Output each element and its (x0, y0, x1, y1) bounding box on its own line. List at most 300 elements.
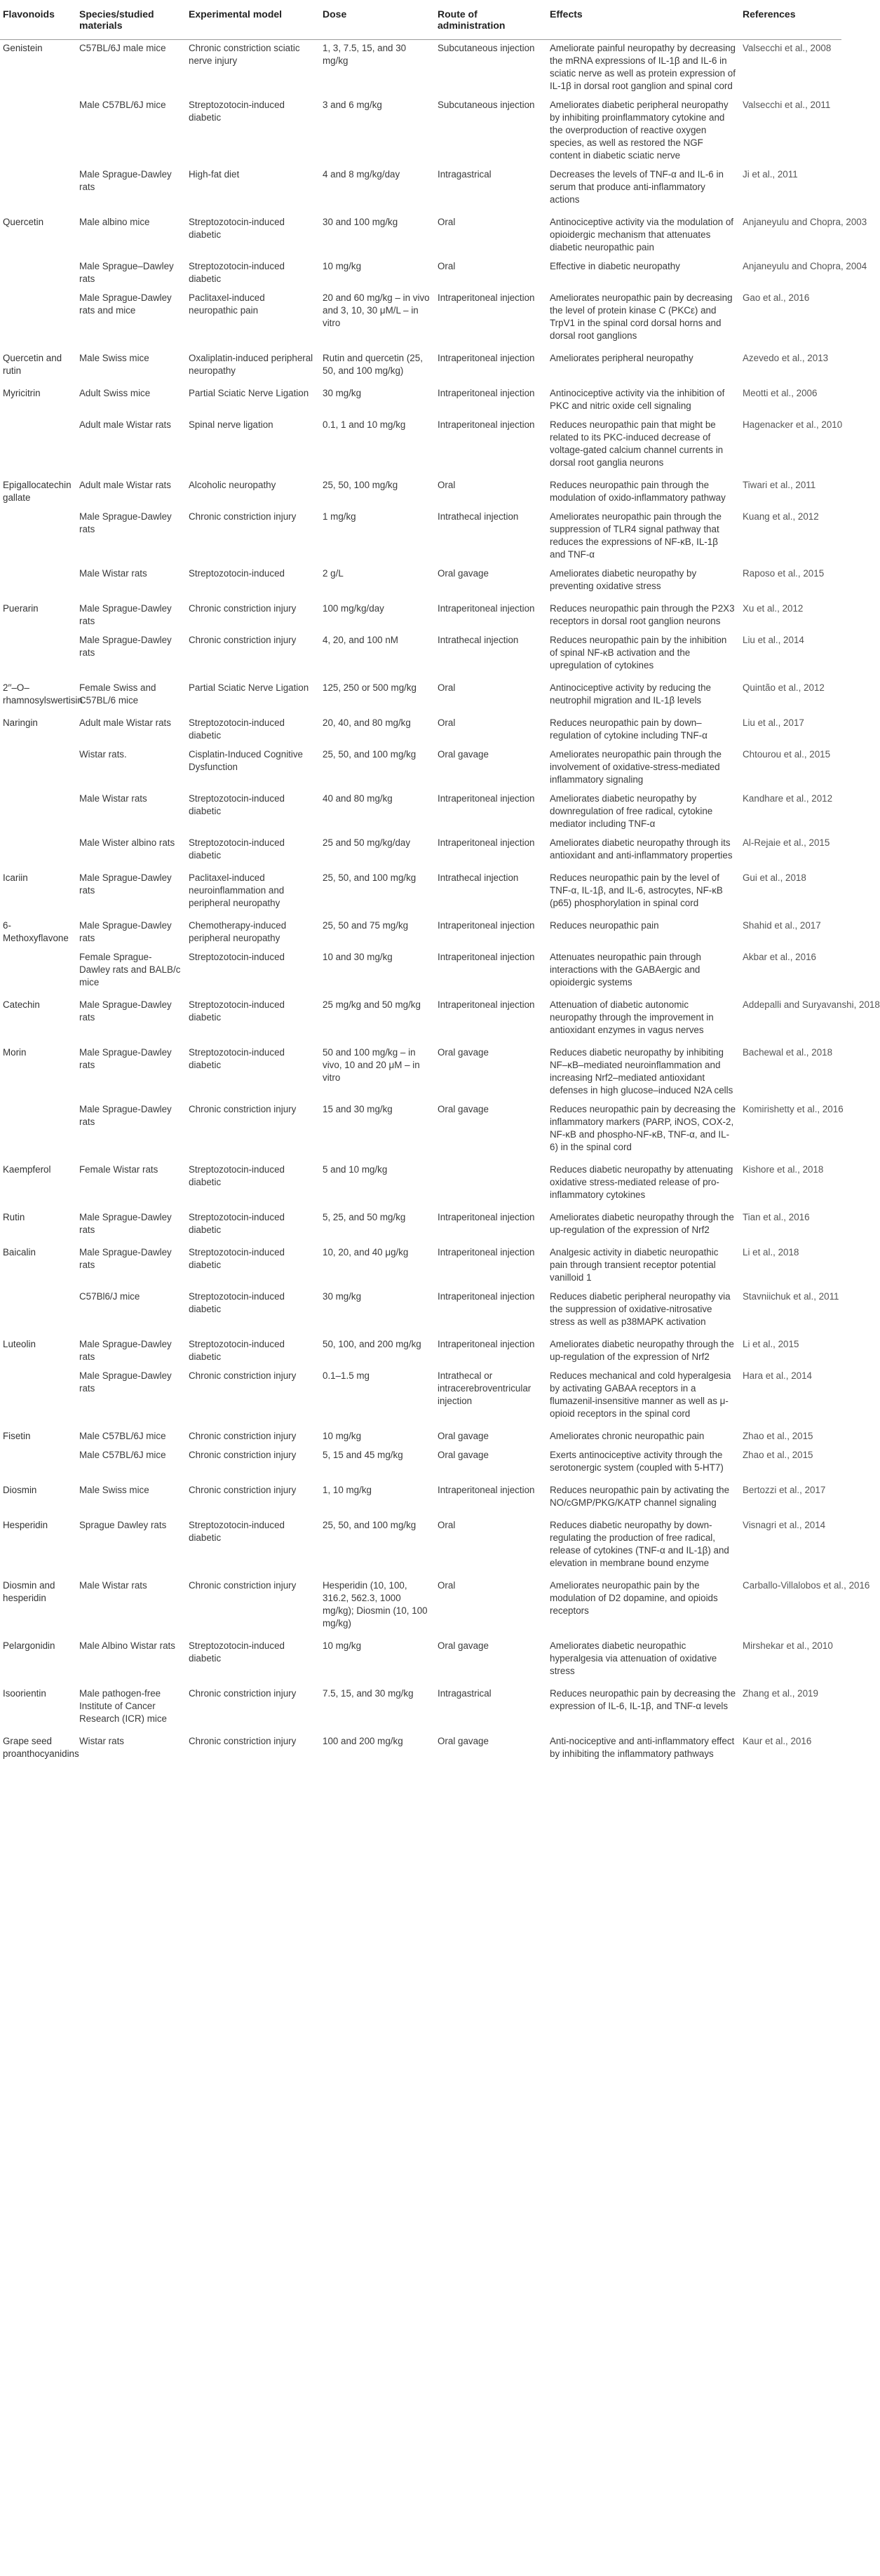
effects-cell: Reduces diabetic peripheral neuropathy via the suppression of oxidative-nitrosative stress as well as p38MAPK activation (550, 1291, 731, 1327)
effects-cell: Attenuates neuropathic pain through interactions with the GABAergic and opioidergic systems (550, 952, 701, 987)
species-cell: Adult male Wistar rats (79, 717, 171, 728)
reference-cell: Valsecchi et al., 2011 (743, 100, 831, 110)
table-body (0, 40, 880, 1765)
effects-cell: Reduces neuropathic pain by decreasing the inflammatory markers (PARP, iNOS, COX-2, NF-κB and phospho-NF-κB, TNF-α, and IL-6) in the spinal cord (550, 1104, 736, 1152)
route-cell: Intraperitoneal injection (438, 603, 535, 614)
species-cell: Adult male Wistar rats (79, 419, 171, 430)
flavonoid-cell: Luteolin (3, 1339, 36, 1349)
table-row (0, 1041, 841, 1101)
reference-cell: Zhao et al., 2015 (743, 1450, 813, 1460)
model-cell: Streptozotocin-induced diabetic (189, 1339, 285, 1362)
dose-cell: 10 mg/kg (323, 261, 362, 271)
effects-cell: Reduces neuropathic pain by the level of TNF-α, IL-1β, and IL-6, astrocytes, NF-κB (p65) phosphorylation in spinal cord (550, 872, 723, 908)
effects-cell: Reduces neuropathic pain by the inhibition of spinal NF-κB activation and the upregulation of cytokines (550, 635, 727, 670)
route-cell: Intragastrical (438, 169, 492, 180)
effects-cell: Antinociceptive activity by reducing the neutrophil migration and IL-1β levels (550, 682, 711, 706)
route-cell: Oral (438, 261, 456, 271)
effects-cell: Reduces neuropathic pain by decreasing the expression of IL-6, IL-1β, and TNF-α levels (550, 1688, 736, 1711)
effects-cell: Antinociceptive activity via the inhibition of PKC and nitric oxide cell signaling (550, 388, 725, 411)
species-cell: Male pathogen-free Institute of Cancer Research (ICR) mice (79, 1688, 168, 1724)
table-row (0, 1574, 841, 1634)
species-cell: Male Sprague-Dawley rats (79, 872, 172, 896)
model-cell: Partial Sciatic Nerve Ligation (189, 388, 309, 398)
model-cell: Streptozotocin-induced diabetic (189, 837, 285, 861)
flavonoid-cell: 6-Methoxyflavone (3, 920, 69, 943)
table-row (0, 1333, 841, 1368)
table-row (0, 1368, 841, 1424)
table-row (0, 1682, 841, 1729)
flavonoid-cell (0, 565, 76, 597)
route-cell: Oral (438, 217, 456, 227)
table-row (0, 1206, 841, 1241)
dose-cell: 10 and 30 mg/kg (323, 952, 393, 962)
model-cell: Chronic constriction injury (189, 603, 297, 614)
effects-cell: Decreases the levels of TNF-α and IL-6 in serum that produce anti-inflammatory actions (550, 169, 724, 205)
table-row (0, 790, 841, 835)
model-cell: Streptozotocin-induced diabetic (189, 1164, 285, 1187)
model-cell: Chronic constriction injury (189, 1450, 297, 1460)
route-cell: Oral (438, 480, 456, 490)
reference-cell: Liu et al., 2017 (743, 717, 804, 728)
reference-cell: Anjaneyulu and Chopra, 2003 (743, 217, 867, 227)
table-row (0, 1447, 841, 1478)
table-row (0, 382, 841, 417)
dose-cell: Rutin and quercetin (25, 50, and 100 mg/kg) (323, 353, 423, 376)
table-row (0, 346, 841, 382)
dose-cell: 0.1, 1 and 10 mg/kg (323, 419, 406, 430)
flavonoid-cell (0, 417, 76, 473)
effects-cell: Ameliorates chronic neuropathic pain (550, 1431, 705, 1441)
reference-cell: Kaur et al., 2016 (743, 1736, 812, 1746)
dose-cell: 4, 20, and 100 nM (323, 635, 398, 645)
species-cell: Male Sprague-Dawley rats (79, 1212, 172, 1235)
dose-cell: 1, 3, 7.5, 15, and 30 mg/kg (323, 43, 407, 66)
route-cell: Oral gavage (438, 1736, 489, 1746)
route-cell: Intraperitoneal injection (438, 920, 535, 931)
flavonoid-cell (0, 746, 76, 790)
flavonoid-cell (0, 835, 76, 866)
species-cell: Female Sprague-Dawley rats and BALB/c mice (79, 952, 181, 987)
dose-cell: 25, 50, and 100 mg/kg (323, 749, 417, 760)
flavonoid-cell: Epigallocatechin gallate (3, 480, 72, 503)
model-cell: Chronic constriction injury (189, 1431, 297, 1441)
effects-cell: Reduces diabetic neuropathy by inhibiting NF–κB–mediated neuroinflammation and increasing Nrf2–mediated antioxidant defenses in high glucose–induced N2A cells (550, 1047, 733, 1095)
flavonoid-cell: Kaempferol (3, 1164, 51, 1175)
dose-cell: 25, 50, 100 mg/kg (323, 480, 398, 490)
effects-cell: Ameliorate painful neuropathy by decreasing the mRNA expressions of IL-1β and IL-6 in sciatic nerve as well as protein expression of IL-1β in dorsal root ganglion and spinal cord (550, 43, 736, 91)
flavonoid-cell (0, 97, 76, 166)
dose-cell: 25, 50 and 75 mg/kg (323, 920, 409, 931)
header-effects: Effects (547, 0, 740, 40)
table-row (0, 1513, 841, 1574)
species-cell: Wistar rats (79, 1736, 124, 1746)
route-cell: Intraperitoneal injection (438, 419, 535, 430)
reference-cell: Bertozzi et al., 2017 (743, 1485, 826, 1495)
table-row (0, 1101, 841, 1158)
species-cell: Male Sprague–Dawley rats (79, 261, 174, 284)
effects-cell: Anti-nociceptive and anti-inflammatory effect by inhibiting the inflammatory pathways (550, 1736, 735, 1759)
table-row (0, 914, 841, 949)
effects-cell: Ameliorates diabetic neuropathy by downregulation of free radical, cytokine mediator including TNF-α (550, 793, 713, 829)
reference-cell: Stavniichuk et al., 2011 (743, 1291, 839, 1302)
reference-cell: Xu et al., 2012 (743, 603, 804, 614)
reference-cell: Tiwari et al., 2011 (743, 480, 816, 490)
model-cell: Chronic constriction sciatic nerve injury (189, 43, 300, 66)
model-cell: Streptozotocin-induced diabetic (189, 1047, 285, 1070)
route-cell: Intraperitoneal injection (438, 793, 535, 804)
table-row (0, 166, 841, 210)
model-cell: Streptozotocin-induced diabetic (189, 1291, 285, 1314)
flavonoid-cell: Rutin (3, 1212, 25, 1222)
route-cell: Intraperitoneal injection (438, 353, 535, 363)
model-cell: Streptozotocin-induced diabetic (189, 1212, 285, 1235)
species-cell: Male Sprague-Dawley rats (79, 1370, 172, 1394)
model-cell: Streptozotocin-induced diabetic (189, 717, 285, 741)
reference-cell: Raposo et al., 2015 (743, 568, 825, 579)
table-row (0, 97, 841, 166)
effects-cell: Ameliorates diabetic neuropathy through its antioxidant and anti-inflammatory properties (550, 837, 733, 861)
species-cell: Male Wistar rats (79, 793, 147, 804)
effects-cell: Exerts antinociceptive activity through the serotonergic system (coupled with 5-HT7) (550, 1450, 724, 1473)
species-cell: Male Sprague-Dawley rats (79, 1047, 172, 1070)
dose-cell: 10 mg/kg (323, 1431, 362, 1441)
effects-cell: Reduces neuropathic pain that might be related to its PKC-induced decrease of voltage-gated calcium channel currents in dorsal root ganglia neurons (550, 419, 724, 468)
dose-cell: 1, 10 mg/kg (323, 1485, 372, 1495)
effects-cell: Ameliorates diabetic neuropathic hyperalgesia via attenuation of oxidative stress (550, 1640, 717, 1676)
effects-cell: Reduces neuropathic pain through the P2X3 receptors in dorsal root ganglion neurons (550, 603, 735, 626)
flavonoid-cell (0, 1288, 76, 1333)
species-cell: Male Swiss mice (79, 1485, 149, 1495)
dose-cell: 50 and 100 mg/kg – in vivo, 10 and 20 μM – in vitro (323, 1047, 420, 1083)
dose-cell: 5, 15 and 45 mg/kg (323, 1450, 403, 1460)
table-row (0, 1729, 841, 1765)
table-row (0, 40, 841, 97)
route-cell: Intraperitoneal injection (438, 388, 535, 398)
flavonoid-cell: Morin (3, 1047, 27, 1058)
reference-cell: Visnagri et al., 2014 (743, 1520, 826, 1530)
reference-cell: Hara et al., 2014 (743, 1370, 813, 1381)
model-cell: Streptozotocin-induced diabetic (189, 793, 285, 816)
model-cell: Streptozotocin-induced diabetic (189, 1520, 285, 1543)
model-cell: Streptozotocin-induced diabetic (189, 1640, 285, 1664)
dose-cell: 5 and 10 mg/kg (323, 1164, 388, 1175)
route-cell: Oral (438, 1580, 456, 1591)
reference-cell: Kandhare et al., 2012 (743, 793, 833, 804)
table-row (0, 866, 841, 914)
route-cell: Intrathecal injection (438, 872, 519, 883)
effects-cell: Ameliorates neuropathic pain by the modulation of D2 dopamine, and opioids receptors (550, 1580, 718, 1616)
effects-cell: Ameliorates peripheral neuropathy (550, 353, 693, 363)
reference-cell: Addepalli and Suryavanshi, 2018 (743, 999, 880, 1010)
species-cell: Male Sprague-Dawley rats (79, 920, 172, 943)
species-cell: Female Swiss and C57BL/6 mice (79, 682, 156, 706)
table-row (0, 473, 841, 508)
species-cell: Male Sprague-Dawley rats (79, 999, 172, 1023)
model-cell: Oxaliplatin-induced peripheral neuropathy (189, 353, 313, 376)
reference-cell: Carballo-Villalobos et al., 2016 (743, 1580, 870, 1591)
effects-cell: Ameliorates diabetic peripheral neuropathy by inhibiting proinflammatory cytokine and the overproduction of reactive oxygen species, as well as restored the NGF content in diabetic sciatic nerve (550, 100, 729, 161)
species-cell: C57BL/6J male mice (79, 43, 166, 53)
model-cell: Partial Sciatic Nerve Ligation (189, 682, 309, 693)
flavonoid-cell (0, 790, 76, 835)
header-experimental-model: Experimental model (186, 0, 320, 40)
route-cell: Intraperitoneal injection (438, 1291, 535, 1302)
effects-cell: Attenuation of diabetic autonomic neuropathy through the improvement in antioxidant enzymes in vagus nerves (550, 999, 714, 1035)
model-cell: Streptozotocin-induced diabetic (189, 217, 285, 240)
effects-cell: Reduces neuropathic pain through the modulation of oxido-inflammatory pathway (550, 480, 726, 503)
route-cell: Oral (438, 717, 456, 728)
flavonoid-cell (0, 258, 76, 290)
model-cell: Streptozotocin-induced diabetic (189, 1247, 285, 1270)
model-cell: Chronic constriction injury (189, 1688, 297, 1699)
reference-cell: Komirishetty et al., 2016 (743, 1104, 844, 1114)
route-cell: Oral (438, 1520, 456, 1530)
dose-cell: 25, 50, and 100 mg/kg (323, 872, 417, 883)
species-cell: Male Albino Wistar rats (79, 1640, 175, 1651)
table-row (0, 597, 841, 632)
effects-cell: Antinociceptive activity via the modulation of opioidergic mechanism that attenuates diabetic neuropathic pain (550, 217, 734, 252)
model-cell: Streptozotocin-induced diabetic (189, 261, 285, 284)
flavonoid-cell: Catechin (3, 999, 40, 1010)
dose-cell: 0.1–1.5 mg (323, 1370, 370, 1381)
dose-cell: 10, 20, and 40 μg/kg (323, 1247, 409, 1257)
reference-cell: Quintão et al., 2012 (743, 682, 825, 693)
reference-cell: Meotti et al., 2006 (743, 388, 818, 398)
species-cell: Male Wistar rats (79, 568, 147, 579)
reference-cell: Kishore et al., 2018 (743, 1164, 824, 1175)
species-cell: Male Sprague-Dawley rats and mice (79, 292, 172, 316)
route-cell: Intraperitoneal injection (438, 292, 535, 303)
route-cell: Oral gavage (438, 1450, 489, 1460)
reference-cell: Akbar et al., 2016 (743, 952, 816, 962)
effects-cell: Reduces mechanical and cold hyperalgesia by activating GABAA receptors in a flumazenil-insensitive manner as well as μ-opioid receptors in the spinal cord (550, 1370, 731, 1419)
dose-cell: 100 mg/kg/day (323, 603, 384, 614)
table-row (0, 508, 841, 565)
model-cell: High-fat diet (189, 169, 240, 180)
header-route: Route of administration (435, 0, 547, 40)
flavonoid-cell: Isoorientin (3, 1688, 46, 1699)
effects-cell: Ameliorates neuropathic pain through the suppression of TLR4 signal pathway that reduces the expressions of NF-κB, IL-1β and TNF-α (550, 511, 722, 560)
species-cell: Male C57BL/6J mice (79, 100, 166, 110)
flavonoid-cell: Diosmin (3, 1485, 37, 1495)
dose-cell: 25 and 50 mg/kg/day (323, 837, 411, 848)
header-references: References (740, 0, 841, 40)
reference-cell: Bachewal et al., 2018 (743, 1047, 833, 1058)
flavonoid-cell: 2′′–O–rhamnosylswertisin (3, 682, 83, 706)
model-cell: Chronic constriction injury (189, 1370, 297, 1381)
header-flavonoids: Flavonoids (0, 0, 76, 40)
model-cell: Streptozotocin-induced (189, 568, 285, 579)
effects-cell: Analgesic activity in diabetic neuropathic pain through transient receptor potential vanilloid 1 (550, 1247, 719, 1283)
reference-cell: Azevedo et al., 2013 (743, 353, 829, 363)
route-cell: Oral gavage (438, 1640, 489, 1651)
table-row (0, 565, 841, 597)
species-cell: Male C57BL/6J mice (79, 1431, 166, 1441)
dose-cell: 25 mg/kg and 50 mg/kg (323, 999, 421, 1010)
flavonoid-cell: Baicalin (3, 1247, 36, 1257)
reference-cell: Gao et al., 2016 (743, 292, 810, 303)
table-row (0, 290, 841, 346)
route-cell: Intrathecal injection (438, 635, 519, 645)
reference-cell: Li et al., 2015 (743, 1339, 799, 1349)
flavonoid-cell: Fisetin (3, 1431, 31, 1441)
effects-cell: Reduces diabetic neuropathy by attenuating oxidative stress-mediated release of pro-inflammatory cytokines (550, 1164, 733, 1200)
flavonoid-cell: Naringin (3, 717, 38, 728)
flavonoid-cell: Diosmin and hesperidin (3, 1580, 55, 1603)
flavonoid-cell: Puerarin (3, 603, 39, 614)
model-cell: Alcoholic neuropathy (189, 480, 276, 490)
dose-cell: 20, 40, and 80 mg/kg (323, 717, 411, 728)
effects-cell: Ameliorates neuropathic pain by decreasing the level of protein kinase C (PKCε) and TrpV1 in the spinal cord dorsal horns and dorsal root ganglions (550, 292, 733, 341)
dose-cell: 40 and 80 mg/kg (323, 793, 393, 804)
flavonoid-cell (0, 632, 76, 676)
flavonoid-cell: Quercetin and rutin (3, 353, 62, 376)
flavonoid-cell (0, 949, 76, 993)
table-row (0, 1288, 841, 1333)
species-cell: Male Sprague-Dawley rats (79, 635, 172, 658)
route-cell: Intragastrical (438, 1688, 492, 1699)
model-cell: Chronic constriction injury (189, 1485, 297, 1495)
species-cell: Male Sprague-Dawley rats (79, 1247, 172, 1270)
route-cell: Oral gavage (438, 1047, 489, 1058)
flavonoid-cell (0, 290, 76, 346)
header-dose: Dose (320, 0, 435, 40)
table-row (0, 746, 841, 790)
route-cell: Oral gavage (438, 1431, 489, 1441)
flavonoid-cell (0, 1368, 76, 1424)
dose-cell: 3 and 6 mg/kg (323, 100, 382, 110)
model-cell: Chronic constriction injury (189, 511, 297, 522)
route-cell: Intraperitoneal injection (438, 837, 535, 848)
species-cell: Male Swiss mice (79, 353, 149, 363)
flavonoid-cell: Pelargonidin (3, 1640, 55, 1651)
route-cell: Intrathecal injection (438, 511, 519, 522)
model-cell: Chemotherapy-induced peripheral neuropathy (189, 920, 287, 943)
flavonoid-cell (0, 166, 76, 210)
species-cell: Adult Swiss mice (79, 388, 151, 398)
species-cell: Male Wister albino rats (79, 837, 175, 848)
model-cell: Paclitaxel-induced neuroinflammation and peripheral neuropathy (189, 872, 285, 908)
dose-cell: Hesperidin (10, 100, 316.2, 562.3, 1000 mg/kg); Diosmin (10, 100 mg/kg) (323, 1580, 428, 1628)
table-row (0, 210, 841, 258)
table-row (0, 835, 841, 866)
model-cell: Chronic constriction injury (189, 1104, 297, 1114)
route-cell: Intraperitoneal injection (438, 952, 535, 962)
effects-cell: Ameliorates diabetic neuropathy through the up-regulation of the expression of Nrf2 (550, 1339, 734, 1362)
route-cell: Oral gavage (438, 1104, 489, 1114)
species-cell: Adult male Wistar rats (79, 480, 171, 490)
species-cell: Male Sprague-Dawley rats (79, 603, 172, 626)
effects-cell: Effective in diabetic neuropathy (550, 261, 680, 271)
dose-cell: 100 and 200 mg/kg (323, 1736, 403, 1746)
reference-cell: Tian et al., 2016 (743, 1212, 810, 1222)
dose-cell: 50, 100, and 200 mg/kg (323, 1339, 421, 1349)
dose-cell: 1 mg/kg (323, 511, 356, 522)
flavonoid-cell: Quercetin (3, 217, 44, 227)
route-cell: Intraperitoneal injection (438, 1212, 535, 1222)
effects-cell: Reduces neuropathic pain by activating the NO/cGMP/PKG/KATP channel signaling (550, 1485, 730, 1508)
table-row (0, 632, 841, 676)
reference-cell: Hagenacker et al., 2010 (743, 419, 843, 430)
reference-cell: Al-Rejaie et al., 2015 (743, 837, 830, 848)
species-cell: Male Sprague-Dawley rats (79, 1104, 172, 1127)
effects-cell: Ameliorates diabetic neuropathy through the up-regulation of the expression of Nrf2 (550, 1212, 734, 1235)
flavonoid-cell: Hesperidin (3, 1520, 48, 1530)
dose-cell: 30 mg/kg (323, 1291, 362, 1302)
table-row (0, 1478, 841, 1513)
model-cell: Cisplatin-Induced Cognitive Dysfunction (189, 749, 304, 772)
reference-cell: Zhao et al., 2015 (743, 1431, 813, 1441)
route-cell: Subcutaneous injection (438, 43, 535, 53)
species-cell: Male Sprague-Dawley rats (79, 1339, 172, 1362)
flavonoid-cell: Icariin (3, 872, 28, 883)
route-cell: Intraperitoneal injection (438, 1339, 535, 1349)
table-row (0, 1241, 841, 1288)
route-cell: Intraperitoneal injection (438, 1485, 535, 1495)
flavonoid-cell (0, 508, 76, 565)
model-cell: Paclitaxel-induced neuropathic pain (189, 292, 265, 316)
header-row (0, 0, 841, 40)
dose-cell: 125, 250 or 500 mg/kg (323, 682, 417, 693)
species-cell: Male Sprague-Dawley rats (79, 169, 172, 192)
dose-cell: 15 and 30 mg/kg (323, 1104, 393, 1114)
effects-cell: Ameliorates neuropathic pain through the involvement of oxidative-stress-mediated inflammatory signaling (550, 749, 722, 785)
dose-cell: 30 and 100 mg/kg (323, 217, 398, 227)
effects-cell: Ameliorates diabetic neuropathy by preventing oxidative stress (550, 568, 697, 591)
effects-cell: Reduces neuropathic pain (550, 920, 659, 931)
effects-cell: Reduces diabetic neuropathy by down-regulating the production of free radical, release of cytokines (TNF-α and IL-1β) and elevation in membrane bound enzyme (550, 1520, 729, 1568)
species-cell: Wistar rats. (79, 749, 127, 760)
table-row (0, 676, 841, 711)
dose-cell: 2 g/L (323, 568, 344, 579)
table-row (0, 949, 841, 993)
dose-cell: 5, 25, and 50 mg/kg (323, 1212, 406, 1222)
reference-cell: Zhang et al., 2019 (743, 1688, 818, 1699)
table-row (0, 1158, 841, 1206)
route-cell: Intrathecal or intracerebroventricular injection (438, 1370, 532, 1406)
species-cell: Sprague Dawley rats (79, 1520, 167, 1530)
reference-cell: Anjaneyulu and Chopra, 2004 (743, 261, 867, 271)
model-cell: Chronic constriction injury (189, 1736, 297, 1746)
dose-cell: 10 mg/kg (323, 1640, 362, 1651)
flavonoid-cell: Genistein (3, 43, 43, 53)
model-cell: Streptozotocin-induced (189, 952, 285, 962)
reference-cell: Liu et al., 2014 (743, 635, 804, 645)
model-cell: Chronic constriction injury (189, 1580, 297, 1591)
dose-cell: 20 and 60 mg/kg – in vivo and 3, 10, 30 μM/L – in vitro (323, 292, 430, 328)
route-cell: Intraperitoneal injection (438, 999, 535, 1010)
species-cell: Male Sprague-Dawley rats (79, 511, 172, 534)
route-cell: Subcutaneous injection (438, 100, 535, 110)
dose-cell: 25, 50, and 100 mg/kg (323, 1520, 417, 1530)
route-cell: Intraperitoneal injection (438, 1247, 535, 1257)
species-cell: Male Wistar rats (79, 1580, 147, 1591)
route-cell: Oral (438, 682, 456, 693)
table-row (0, 993, 841, 1041)
reference-cell: Ji et al., 2011 (743, 169, 798, 180)
route-cell (435, 1158, 547, 1206)
model-cell: Spinal nerve ligation (189, 419, 273, 430)
flavonoid-cell: Grape seed proanthocyanidins (3, 1736, 79, 1759)
table-row (0, 1424, 841, 1447)
reference-cell: Valsecchi et al., 2008 (743, 43, 832, 53)
model-cell: Chronic constriction injury (189, 635, 297, 645)
flavonoid-cell (0, 1101, 76, 1158)
model-cell: Streptozotocin-induced diabetic (189, 999, 285, 1023)
reference-cell: Shahid et al., 2017 (743, 920, 821, 931)
table-row (0, 1634, 841, 1682)
table-row (0, 258, 841, 290)
